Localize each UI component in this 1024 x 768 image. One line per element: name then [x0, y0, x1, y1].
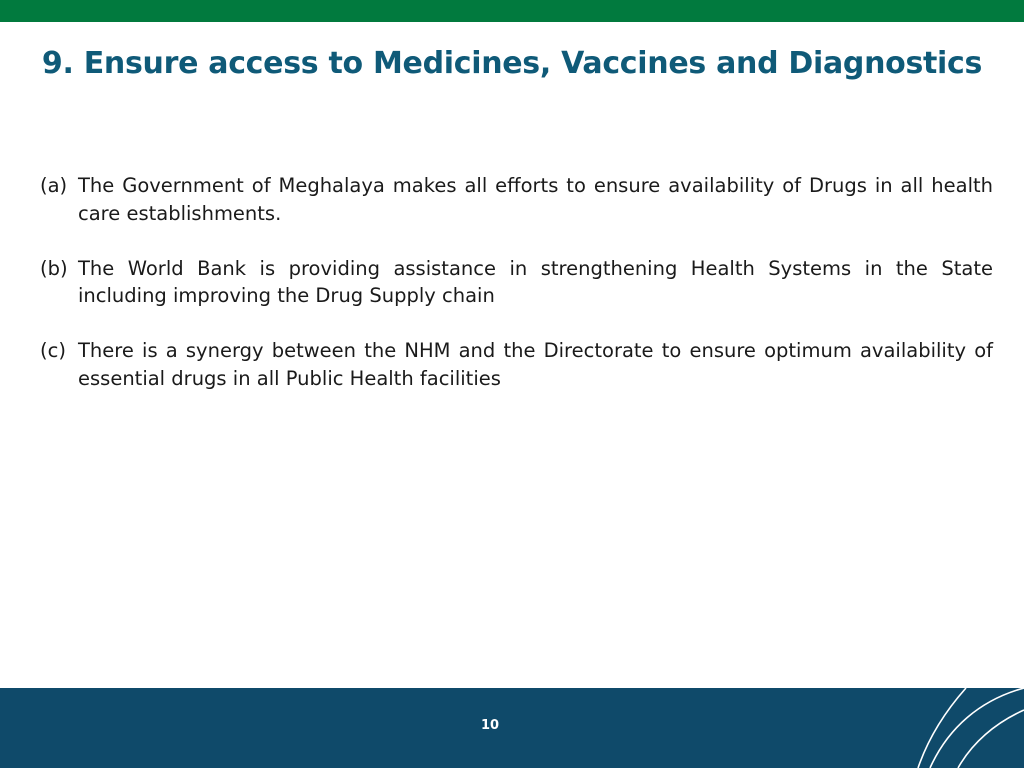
- list-item-text: The Government of Meghalaya makes all efforts to ensure availability of Drugs in all health care establishments.: [78, 174, 993, 225]
- list-item: [40, 337, 993, 392]
- list-item-text: There is a synergy between the NHM and the Directorate to ensure optimum availability of essential drugs in all Public Health facilities: [78, 339, 993, 390]
- list-item-marker: (b): [40, 256, 68, 280]
- content-list: [40, 172, 993, 420]
- list-item-text: The World Bank is providing assistance in strengthening Health Systems in the State including improving the Drug Supply chain: [78, 256, 993, 307]
- list-item: [40, 255, 993, 310]
- list-item: [40, 172, 993, 227]
- slide-title: 9. Ensure access to Medicines, Vaccines and Diagnostics: [41, 46, 983, 81]
- top-accent-bar: [0, 0, 1024, 22]
- list-item-marker: (a): [40, 174, 68, 197]
- page-number: 10: [480, 718, 500, 733]
- list-item-marker: (c): [40, 339, 66, 362]
